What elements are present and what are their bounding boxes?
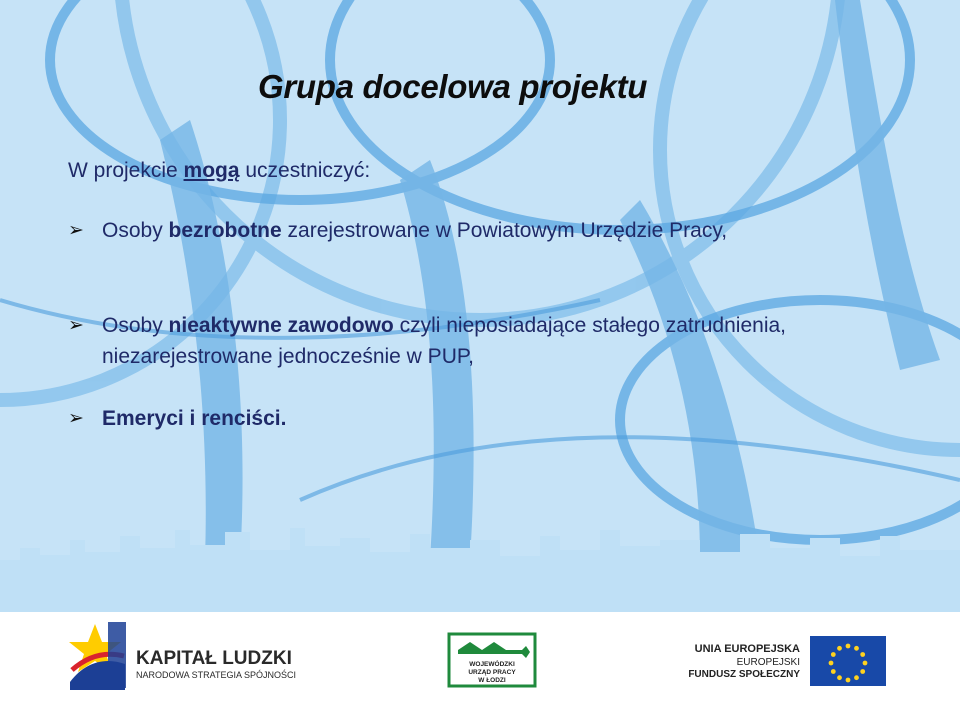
bullet-bold: bezrobotne <box>168 219 282 242</box>
bullet-text: Emeryci i renciści. <box>102 407 287 430</box>
kl-title: KAPITAŁ LUDZKI <box>136 648 292 669</box>
arrow-bullet-icon: ➢ <box>68 314 84 336</box>
intro-text <box>68 159 370 183</box>
wup-logo <box>449 634 535 686</box>
intro-before: W projekcie <box>68 159 184 182</box>
wup-line3: W ŁODZI <box>478 677 506 684</box>
intro-emphasis: mogą <box>183 159 240 182</box>
kapital-ludzki-logo <box>69 622 296 690</box>
bullet-post: czyli nieposiadające stałego zatrudnienia, niezarejestrowane jednocześnie w PUP, <box>102 314 786 368</box>
kapital-ludzki-star-icon <box>69 622 126 690</box>
page-title: Grupa docelowa projektu <box>258 68 648 105</box>
intro-after: uczestniczyć: <box>239 159 371 182</box>
bullet-post: zarejestrowane w Powiatowym Urzędzie Pracy, <box>281 219 728 242</box>
eu-logo <box>688 636 886 686</box>
bullet-pre: Osoby <box>102 314 169 337</box>
arrow-bullet-icon: ➢ <box>68 219 84 241</box>
arrow-bullet-icon: ➢ <box>68 407 84 429</box>
list-item <box>68 403 908 434</box>
list-item <box>68 310 848 372</box>
wup-line1: WOJEWÓDZKI <box>469 661 515 668</box>
eu-flag-icon <box>810 636 886 686</box>
kl-subtitle: NARODOWA STRATEGIA SPÓJNOŚCI <box>136 670 297 680</box>
bullet-text <box>68 310 848 372</box>
eu-line2: EUROPEJSKI <box>736 657 800 668</box>
list-item <box>68 215 908 246</box>
bullet-bold: nieaktywne zawodowo <box>168 314 394 337</box>
eu-line1: UNIA EUROPEJSKA <box>694 643 800 655</box>
bullet-text <box>68 215 908 246</box>
bullet-pre: Osoby <box>102 219 169 242</box>
wup-line2: URZĄD PRACY <box>468 669 516 676</box>
eu-line3: FUNDUSZ SPOŁECZNY <box>688 669 800 680</box>
footer-logos <box>0 612 960 701</box>
